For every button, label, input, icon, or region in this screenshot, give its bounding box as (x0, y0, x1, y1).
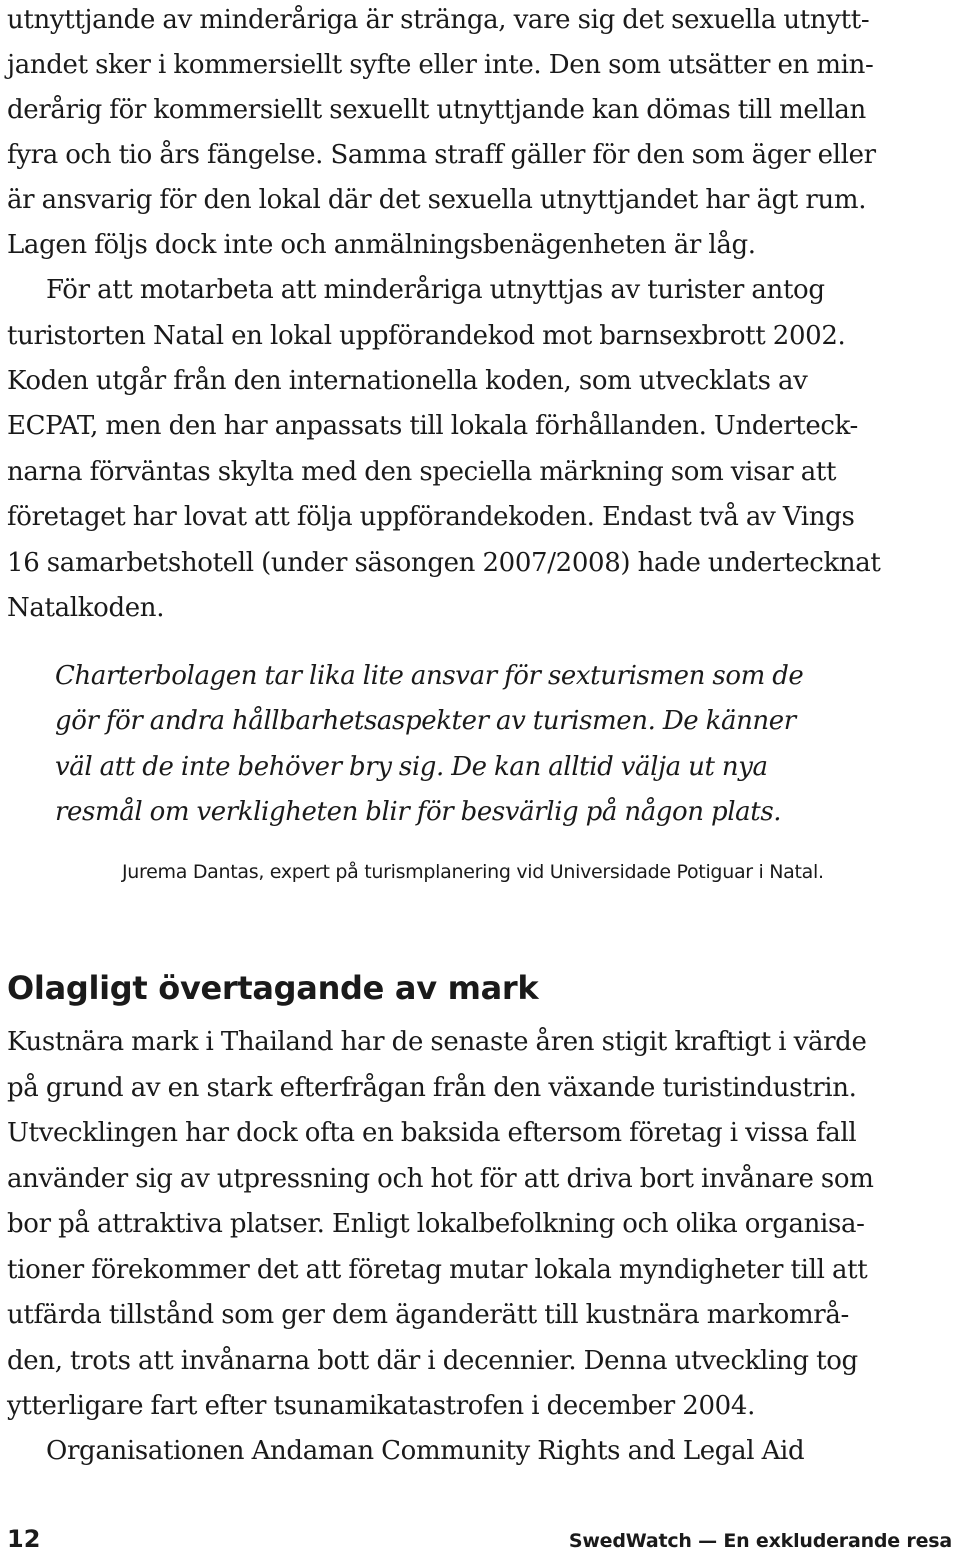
footer-title: SwedWatch — En exkluderande resa (568, 1530, 952, 1552)
quote-line-3: väl att de inte behöver bry sig. De kan alltid välja ut nya (55, 752, 768, 782)
page-number: 12 (7, 1525, 41, 1553)
quote-line-2: gör för andra hållbarhetsaspekter av turismen. De känner (55, 706, 796, 736)
natal-line-6: företaget har lovat att följa uppförandekoden. Endast två av Vings (7, 502, 855, 532)
section-line-6: tioner förekommer det att företag mutar lokala myndigheter till att (7, 1255, 868, 1285)
section-line-5: bor på attraktiva platser. Enligt lokalbefolkning och olika organisa- (7, 1209, 865, 1239)
section-next-paragraph-line: Organisationen Andaman Community Rights and Legal Aid (46, 1436, 805, 1466)
section-line-3: Utvecklingen har dock ofta en baksida eftersom företag i vissa fall (7, 1118, 857, 1148)
section-line-9: ytterligare fart efter tsunamikatastrofen i december 2004. (7, 1391, 755, 1421)
natal-line-2: turistorten Natal en lokal uppförandekod mot barnsexbrott 2002. (7, 321, 846, 351)
natal-line-4: ECPAT, men den har anpassats till lokala förhållanden. Underteck- (7, 411, 858, 441)
quote-attribution: Jurema Dantas, expert på turismplanering vid Universidade Potiguar i Natal. (122, 861, 824, 883)
quote-line-4: resmål om verkligheten blir för besvärlig på någon plats. (55, 797, 782, 827)
natal-line-5: narna förväntas skylta med den speciella märkning som visar att (7, 457, 837, 487)
intro-line-2: jandet sker i kommersiellt syfte eller inte. Den som utsätter en min- (7, 50, 874, 80)
section-heading: Olagligt övertagande av mark (7, 969, 539, 1007)
section-line-8: den, trots att invånarna bott där i decennier. Denna utveckling tog (7, 1346, 858, 1376)
natal-line-7: 16 samarbetshotell (under säsongen 2007/2008) hade undertecknat (7, 548, 881, 578)
natal-line-8: Natalkoden. (7, 593, 165, 623)
intro-line-3: derårig för kommersiellt sexuellt utnyttjande kan dömas till mellan (7, 95, 866, 125)
intro-line-6: Lagen följs dock inte och anmälningsbenägenheten är låg. (7, 230, 756, 260)
section-line-2: på grund av en stark efterfrågan från den växande turistindustrin. (7, 1073, 857, 1103)
intro-line-5: är ansvarig för den lokal där det sexuella utnyttjandet har ägt rum. (7, 185, 867, 215)
section-line-1: Kustnära mark i Thailand har de senaste åren stigit kraftigt i värde (7, 1027, 867, 1057)
intro-line-1: utnyttjande av minderåriga är stränga, vare sig det sexuella utnytt- (7, 5, 870, 35)
natal-line-1: För att motarbeta att minderåriga utnyttjas av turister antog (46, 275, 825, 305)
section-line-7: utfärda tillstånd som ger dem äganderätt till kustnära markområ- (7, 1300, 849, 1330)
section-line-4: använder sig av utpressning och hot för att driva bort invånare som (7, 1164, 874, 1194)
quote-line-1: Charterbolagen tar lika lite ansvar för sexturismen som de (55, 661, 804, 691)
natal-line-3: Koden utgår från den internationella koden, som utvecklats av (7, 366, 808, 396)
intro-line-4: fyra och tio års fängelse. Samma straff gäller för den som äger eller (7, 140, 876, 170)
